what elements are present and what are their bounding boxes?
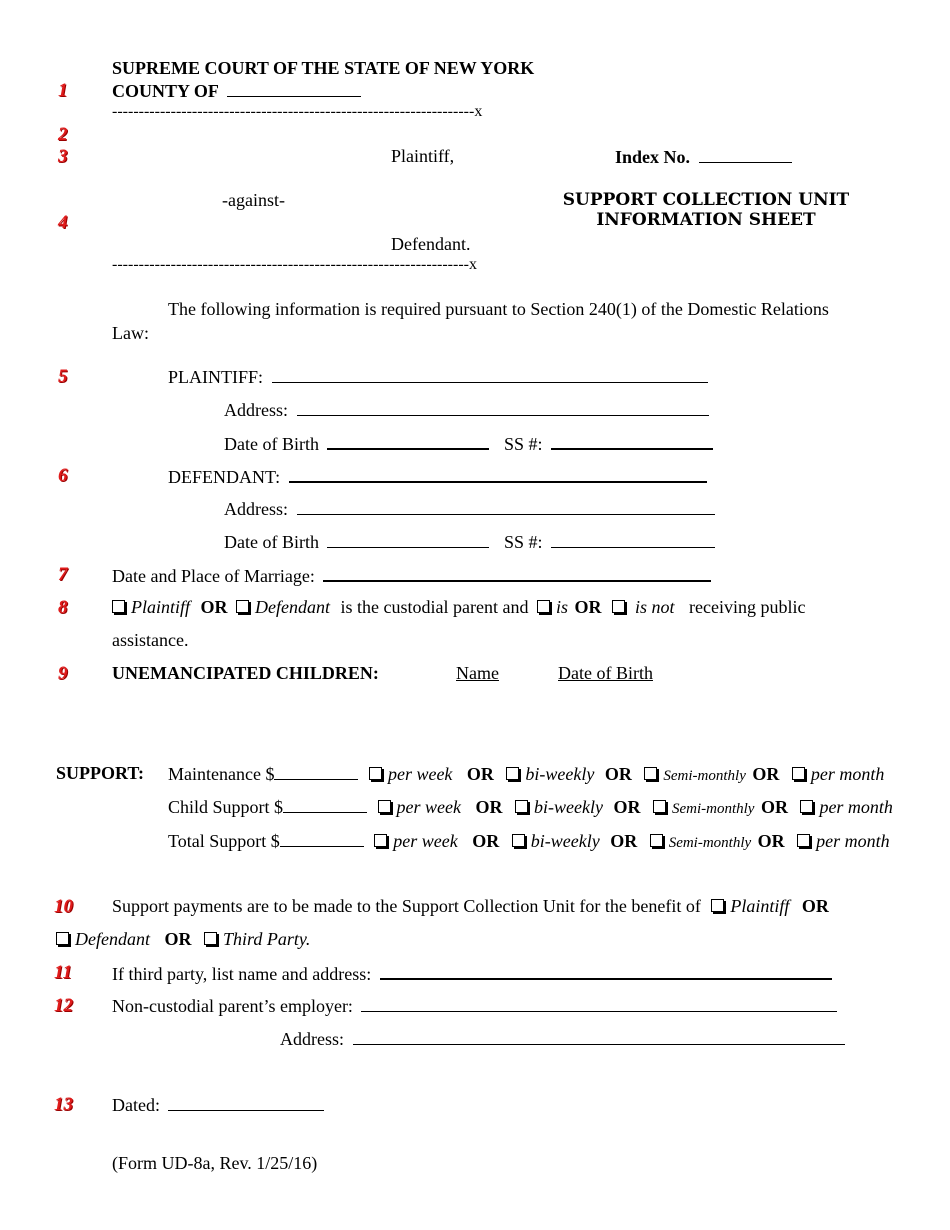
third-party-row: [112, 962, 832, 985]
dated-label: Dated:: [112, 1095, 160, 1115]
benefit-plaintiff-label: Plaintiff: [730, 896, 790, 916]
plaintiff-caption: Plaintiff,: [391, 146, 455, 166]
employer-label: Non-custodial parent’s employer:: [112, 996, 353, 1016]
plaintiff-label: PLAINTIFF:: [168, 367, 264, 387]
dated-field[interactable]: [168, 1094, 324, 1111]
assistance-continuation: assistance.: [112, 630, 189, 650]
defendant-dob-field[interactable]: [327, 531, 489, 548]
children-dob-column: Date of Birth: [558, 663, 653, 683]
support-label: SUPPORT:: [56, 763, 145, 783]
marriage-row: [112, 564, 711, 587]
support-row-child-support: [168, 796, 893, 818]
support-row-label: Total Support $: [168, 831, 280, 851]
child-support-amount-field[interactable]: [283, 796, 367, 813]
index-number-field[interactable]: [699, 146, 792, 163]
maintenance-per-month-checkbox[interactable]: [792, 767, 805, 780]
plaintiff-name-field[interactable]: [272, 366, 708, 383]
index-label: Index No.: [615, 147, 691, 167]
defendant-dob-row: [224, 531, 715, 553]
support-row-label: Maintenance $: [168, 764, 275, 784]
plaintiff-address-row: [224, 399, 709, 421]
child-support-per-week-checkbox[interactable]: [378, 800, 391, 813]
custodial-defendant-checkbox[interactable]: [236, 600, 249, 613]
total-bi-weekly-checkbox[interactable]: [512, 834, 525, 847]
index-row: [615, 146, 792, 168]
or-text: OR: [574, 597, 602, 617]
defendant-label: DEFENDANT:: [168, 467, 281, 487]
defendant-address-row: [224, 498, 715, 520]
court-name: SUPREME COURT OF THE STATE OF NEW YORK: [112, 58, 535, 78]
intro-line-1: The following information is required pursuant to Section 240(1) of the Domestic Relations: [168, 299, 829, 319]
line-number-11: 11: [54, 962, 72, 983]
line-number-9: 9: [58, 663, 68, 684]
assistance-is-checkbox[interactable]: [537, 600, 550, 613]
defendant-ss-label: SS #:: [503, 532, 543, 552]
assistance-is-label: is: [555, 597, 568, 617]
semi-monthly-label: Semi-monthly: [671, 801, 755, 817]
line-number-7: 7: [58, 564, 68, 585]
caption-separator-top: --------------------------------------------------------------------x: [112, 103, 483, 120]
assistance-is-not-label: is not: [634, 597, 675, 617]
benefit-third-party-label: Third Party.: [222, 929, 311, 949]
custodial-plaintiff-label: Plaintiff: [131, 597, 191, 617]
line-number-10: 10: [54, 896, 73, 917]
or-text: OR: [610, 831, 638, 851]
line-number-13: 13: [54, 1094, 73, 1115]
marriage-field[interactable]: [323, 564, 711, 582]
child-support-per-month-checkbox[interactable]: [800, 800, 813, 813]
dated-row: [112, 1094, 324, 1116]
line-number-8: 8: [58, 597, 68, 618]
county-row: [112, 80, 361, 102]
maintenance-semi-monthly-checkbox[interactable]: [644, 767, 657, 780]
bi-weekly-label: bi-weekly: [525, 764, 595, 784]
line-number-4: 4: [58, 212, 68, 233]
plaintiff-dob-row: [224, 432, 713, 455]
line-number-3: 3: [58, 146, 68, 167]
or-text: OR: [475, 797, 503, 817]
assistance-is-not-checkbox[interactable]: [612, 600, 625, 613]
or-text: OR: [801, 896, 829, 916]
custodial-text: is the custodial parent and: [340, 597, 529, 617]
caption-separator-bottom: -------------------------------------------------------------------x: [112, 256, 477, 273]
plaintiff-ss-field[interactable]: [551, 432, 713, 450]
form-title: [548, 190, 864, 230]
support-row-total: [168, 830, 890, 852]
form-number: (Form UD-8a, Rev. 1/25/16): [112, 1153, 318, 1173]
per-month-label: per month: [816, 831, 890, 851]
line-number-2: 2: [58, 124, 68, 145]
custodial-defendant-label: Defendant: [255, 597, 330, 617]
defendant-address-field[interactable]: [297, 498, 715, 515]
plaintiff-row: [168, 366, 708, 388]
or-text: OR: [760, 797, 788, 817]
custodial-plaintiff-checkbox[interactable]: [112, 600, 125, 613]
form-title-line-2: INFORMATION SHEET: [596, 210, 816, 230]
maintenance-bi-weekly-checkbox[interactable]: [506, 767, 519, 780]
semi-monthly-label: Semi-monthly: [663, 768, 746, 784]
marriage-label: Date and Place of Marriage:: [112, 566, 315, 586]
child-support-semi-monthly-checkbox[interactable]: [653, 800, 666, 813]
employer-field[interactable]: [361, 995, 837, 1012]
defendant-name-field[interactable]: [289, 465, 707, 483]
employer-row: [112, 995, 837, 1017]
employer-address-row: [280, 1028, 845, 1050]
or-text: OR: [200, 597, 228, 617]
custodial-row: [112, 597, 805, 618]
maintenance-per-week-checkbox[interactable]: [369, 767, 382, 780]
or-text: OR: [472, 831, 500, 851]
benefit-defendant-checkbox[interactable]: [56, 932, 69, 945]
total-semi-monthly-checkbox[interactable]: [650, 834, 663, 847]
defendant-ss-field[interactable]: [551, 531, 715, 548]
intro-line-2: Law:: [112, 323, 149, 343]
plaintiff-dob-label: Date of Birth: [224, 434, 319, 454]
employer-address-field[interactable]: [353, 1028, 845, 1045]
line-number-12: 12: [54, 995, 73, 1016]
benefit-defendant-label: Defendant: [75, 929, 150, 949]
semi-monthly-label: Semi-monthly: [668, 835, 752, 851]
benefit-plaintiff-checkbox[interactable]: [711, 899, 724, 912]
bi-weekly-label: bi-weekly: [530, 831, 600, 851]
plaintiff-dob-field[interactable]: [327, 432, 489, 450]
plaintiff-address-label: Address:: [224, 400, 288, 420]
children-label: UNEMANCIPATED CHILDREN:: [112, 663, 379, 683]
form-title-line-1: SUPPORT COLLECTION UNIT: [562, 190, 850, 210]
child-support-bi-weekly-checkbox[interactable]: [515, 800, 528, 813]
against-caption: -against-: [222, 190, 285, 210]
third-party-label: If third party, list name and address:: [112, 964, 372, 984]
line-number-5: 5: [58, 366, 68, 387]
county-field[interactable]: [227, 80, 361, 97]
county-label: COUNTY OF: [112, 81, 219, 101]
benefit-third-party-checkbox[interactable]: [204, 932, 217, 945]
children-name-column: Name: [456, 663, 499, 683]
line-number-1: 1: [58, 80, 68, 101]
or-text: OR: [466, 764, 494, 784]
defendant-caption: Defendant.: [391, 234, 471, 254]
line-number-6: 6: [58, 465, 68, 486]
bi-weekly-label: bi-weekly: [533, 797, 603, 817]
support-row-maintenance: [168, 763, 884, 785]
payments-text: Support payments are to be made to the Support Collection Unit for the benefit of: [112, 896, 701, 916]
payments-row: [112, 896, 829, 917]
per-month-label: per month: [810, 764, 885, 784]
payments-row-2: [56, 929, 310, 950]
per-week-label: per week: [387, 764, 453, 784]
defendant-dob-label: Date of Birth: [224, 532, 319, 552]
or-text: OR: [604, 764, 632, 784]
total-per-week-checkbox[interactable]: [374, 834, 387, 847]
or-text: OR: [752, 764, 780, 784]
or-text: OR: [164, 929, 192, 949]
total-per-month-checkbox[interactable]: [797, 834, 810, 847]
total-support-amount-field[interactable]: [280, 830, 364, 847]
or-text: OR: [757, 831, 785, 851]
per-week-label: per week: [396, 797, 461, 817]
support-row-label: Child Support $: [168, 797, 284, 817]
per-month-label: per month: [819, 797, 893, 817]
third-party-field[interactable]: [380, 962, 832, 980]
per-week-label: per week: [393, 831, 458, 851]
defendant-address-label: Address:: [224, 499, 288, 519]
plaintiff-address-field[interactable]: [297, 399, 709, 416]
employer-address-label: Address:: [280, 1029, 344, 1049]
or-text: OR: [613, 797, 641, 817]
assistance-text: receiving public: [688, 597, 806, 617]
maintenance-amount-field[interactable]: [274, 763, 358, 780]
plaintiff-ss-label: SS #:: [503, 434, 543, 454]
defendant-row: [168, 465, 707, 488]
